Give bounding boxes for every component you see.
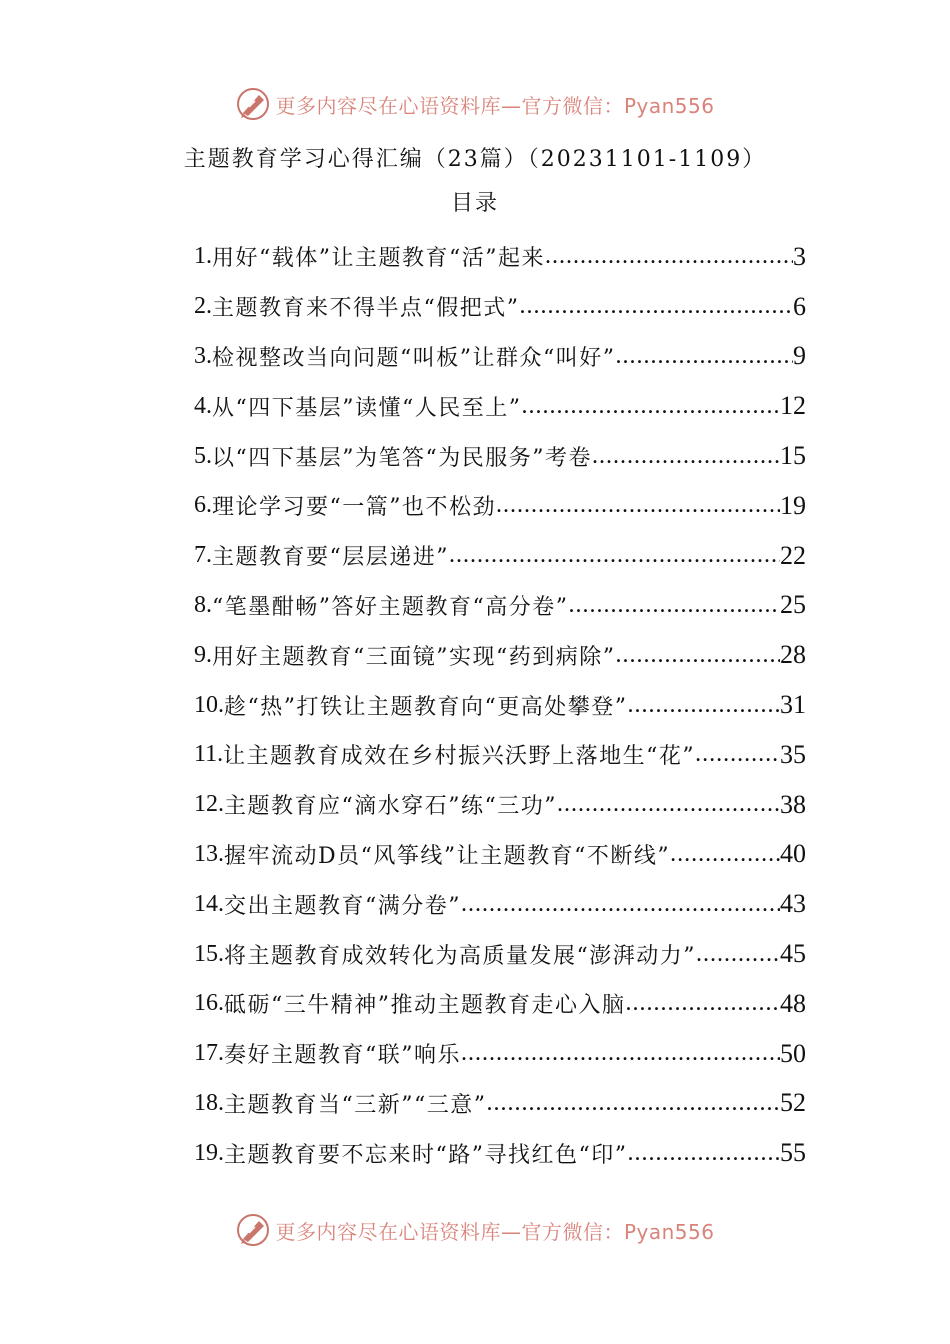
- toc-leader-dots: [592, 443, 780, 470]
- toc-leader-dots: [461, 1040, 780, 1067]
- toc-entry[interactable]: [194, 929, 806, 979]
- toc-entry-page: 6: [793, 291, 806, 321]
- table-of-contents: [194, 232, 806, 1178]
- toc-entry-number: 7.: [194, 542, 212, 569]
- toc-entry-title: 奏好主题教育“联”响乐: [224, 1043, 461, 1069]
- document-title: 主题教育学习心得汇编（23篇）（20231101-1109）: [183, 147, 767, 172]
- toc-entry[interactable]: [194, 830, 806, 880]
- toc-entry-title: 理论学习要“一篙”也不松劲: [212, 495, 496, 521]
- toc-leader-dots: [557, 791, 780, 818]
- toc-entry-page: 55: [780, 1138, 806, 1168]
- watermark-banner-top: [0, 84, 950, 124]
- toc-entry-number: 14.: [194, 890, 224, 917]
- toc-entry-page: 15: [780, 441, 806, 471]
- toc-leader-dots: [696, 941, 780, 968]
- toc-entry-number: 5.: [194, 442, 212, 469]
- toc-entry-number: 16.: [194, 990, 224, 1017]
- toc-entry-page: 3: [793, 241, 806, 271]
- toc-leader-dots: [487, 1090, 781, 1117]
- toc-entry-title: 砥砺“三牛精神”推动主题教育走心入脑: [224, 993, 626, 1019]
- toc-leader-dots: [628, 692, 781, 719]
- toc-leader-dots: [695, 741, 780, 768]
- toc-entry-page: 31: [780, 690, 806, 720]
- toc-entry[interactable]: [194, 481, 806, 531]
- toc-entry-number: 18.: [194, 1089, 224, 1116]
- watermark-banner-bottom: [0, 1210, 950, 1250]
- toc-entry-number: 8.: [194, 591, 212, 618]
- toc-entry[interactable]: [194, 780, 806, 830]
- toc-leader-dots: [616, 343, 794, 370]
- toc-entry[interactable]: [194, 1029, 806, 1079]
- toc-entry-title: 检视整改当向问题“叫板”让群众“叫好”: [212, 345, 616, 371]
- toc-entry-title: 交出主题教育“满分卷”: [224, 893, 461, 919]
- toc-entry[interactable]: [194, 232, 806, 282]
- toc-leader-dots: [628, 1140, 781, 1167]
- pen-nib-logo-icon: [235, 1212, 271, 1248]
- toc-entry[interactable]: [194, 1079, 806, 1129]
- watermark-text: 更多内容尽在心语资料库—官方微信：Pyan556: [275, 1219, 715, 1244]
- watermark-text: 更多内容尽在心语资料库—官方微信：Pyan556: [275, 93, 715, 118]
- toc-entry-title: 以“四下基层”为笔答“为民服务”考卷: [212, 445, 592, 471]
- toc-entry-number: 3.: [194, 342, 212, 369]
- toc-leader-dots: [545, 243, 793, 270]
- toc-entry-page: 19: [780, 490, 806, 520]
- toc-entry-page: 38: [780, 789, 806, 819]
- toc-entry-title: 握牢流动D员“风筝线”让主题教育“不断线”: [224, 843, 671, 869]
- toc-entry-number: 12.: [194, 791, 224, 818]
- toc-entry[interactable]: [194, 879, 806, 929]
- toc-entry[interactable]: [194, 1128, 806, 1178]
- pen-nib-logo-icon: [235, 86, 271, 122]
- toc-entry-number: 6.: [194, 492, 212, 519]
- toc-leader-dots: [569, 592, 781, 619]
- toc-entry[interactable]: [194, 630, 806, 680]
- toc-entry-title: 主题教育应“滴水穿石”练“三功”: [224, 794, 557, 820]
- toc-entry-title: 主题教育要不忘来时“路”寻找红色“印”: [224, 1142, 628, 1168]
- toc-entry-title: 主题教育当“三新”“三意”: [224, 1092, 487, 1118]
- toc-entry-title: “笔墨酣畅”答好主题教育“高分卷”: [212, 594, 569, 620]
- toc-entry-page: 28: [780, 640, 806, 670]
- toc-entry-title: 从“四下基层”读懂“人民至上”: [212, 395, 522, 421]
- toc-entry-number: 11.: [194, 741, 224, 768]
- toc-entry[interactable]: [194, 282, 806, 332]
- toc-entry-number: 10.: [194, 691, 224, 718]
- toc-entry-page: 48: [780, 988, 806, 1018]
- toc-leader-dots: [626, 990, 781, 1017]
- toc-leader-dots: [616, 642, 781, 669]
- toc-entry-page: 35: [780, 739, 806, 769]
- toc-entry-page: 43: [780, 889, 806, 919]
- toc-entry-number: 13.: [194, 840, 224, 867]
- toc-leader-dots: [496, 492, 780, 519]
- toc-entry-title: 主题教育要“层层递进”: [212, 545, 449, 571]
- toc-entry-page: 50: [780, 1038, 806, 1068]
- toc-entry-page: 9: [793, 341, 806, 371]
- toc-leader-dots: [449, 542, 780, 569]
- toc-entry-page: 40: [780, 839, 806, 869]
- toc-entry[interactable]: [194, 979, 806, 1029]
- toc-leader-dots: [520, 293, 794, 320]
- toc-entry-page: 12: [780, 391, 806, 421]
- toc-entry-number: 15.: [194, 940, 224, 967]
- toc-entry[interactable]: [194, 531, 806, 581]
- toc-entry-title: 用好“载体”让主题教育“活”起来: [212, 246, 545, 272]
- toc-leader-dots: [670, 841, 780, 868]
- toc-entry-title: 让主题教育成效在乡村振兴沃野上落地生“花”: [223, 744, 696, 770]
- toc-entry[interactable]: [194, 581, 806, 631]
- toc-entry-number: 2.: [194, 293, 212, 320]
- toc-entry-number: 1.: [194, 243, 212, 270]
- toc-entry-title: 趁“热”打铁让主题教育向“更高处攀登”: [224, 694, 628, 720]
- toc-entry[interactable]: [194, 332, 806, 382]
- toc-entry[interactable]: [194, 730, 806, 780]
- toc-entry[interactable]: [194, 381, 806, 431]
- toc-entry-title: 用好主题教育“三面镜”实现“药到病除”: [212, 644, 616, 670]
- toc-entry-number: 4.: [194, 392, 212, 419]
- toc-entry-number: 19.: [194, 1139, 224, 1166]
- toc-leader-dots: [461, 891, 780, 918]
- toc-heading: 目录: [450, 191, 499, 216]
- toc-entry-page: 25: [780, 590, 806, 620]
- toc-entry[interactable]: [194, 680, 806, 730]
- toc-entry-page: 22: [780, 540, 806, 570]
- toc-entry-page: 52: [780, 1088, 806, 1118]
- toc-entry[interactable]: [194, 431, 806, 481]
- toc-entry-page: 45: [780, 939, 806, 969]
- toc-entry-title: 主题教育来不得半点“假把式”: [212, 296, 520, 322]
- toc-entry-number: 9.: [194, 641, 212, 668]
- toc-entry-title: 将主题教育成效转化为高质量发展“澎湃动力”: [224, 943, 696, 969]
- toc-leader-dots: [522, 393, 781, 420]
- toc-entry-number: 17.: [194, 1040, 224, 1067]
